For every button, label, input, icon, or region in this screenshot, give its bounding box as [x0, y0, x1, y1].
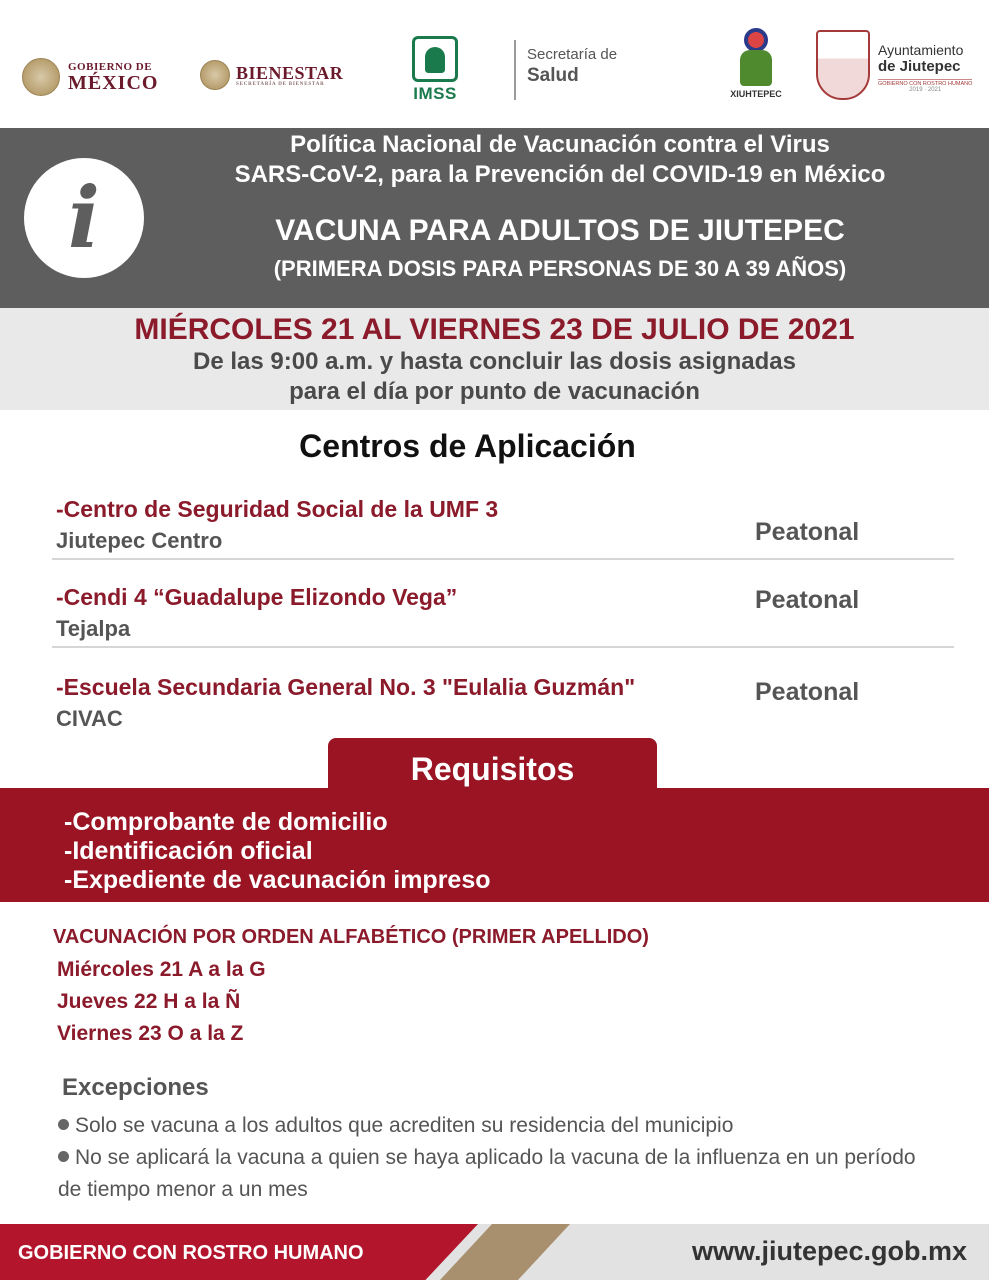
- xiuhtepec-logo: [724, 28, 788, 99]
- salud-logo-line1: Secretaría de: [527, 46, 618, 63]
- xiuhtepec-logo-text: XIUHTEPEC: [730, 89, 782, 99]
- policy-title-line2: SARS-CoV-2, para la Prevención del COVID-19 en México: [234, 161, 886, 188]
- center-item: [52, 578, 954, 668]
- alphabetical-day: Viernes 23 O a la Z: [57, 1022, 244, 1045]
- exceptions-title: Excepciones: [62, 1074, 209, 1101]
- info-icon: [24, 158, 144, 278]
- vaccine-subtitle: VACUNA PARA ADULTOS DE JIUTEPEC: [275, 214, 845, 247]
- schedule-hours-line2: para el día por punto de vacunación: [289, 378, 700, 405]
- ayuntamiento-shield-icon: [816, 30, 870, 100]
- exception-text: Solo se vacuna a los adultos que acrediten su residencia del municipio: [75, 1114, 734, 1137]
- schedule-hours-line1: De las 9:00 a.m. y hasta concluir las dosis asignadas: [193, 348, 796, 375]
- logo-header: [0, 0, 989, 128]
- gobierno-logo-line1: GOBIERNO DE: [68, 60, 153, 73]
- schedule-band: [0, 308, 989, 410]
- ayuntamiento-logo-line1: Ayuntamiento: [878, 42, 964, 58]
- center-access-mode: Peatonal: [755, 678, 860, 706]
- center-name: -Cendi 4 “Guadalupe Elizondo Vega”: [56, 584, 458, 610]
- alphabetical-day: Miércoles 21 A a la G: [57, 958, 266, 981]
- salud-logo-line2: Salud: [527, 65, 579, 86]
- bullet-icon: [58, 1151, 69, 1162]
- xiuhtepec-emblem-icon: [736, 28, 776, 88]
- ayuntamiento-jiutepec-logo: [816, 30, 972, 100]
- imss-logo-text: IMSS: [413, 84, 457, 103]
- ayuntamiento-logo-line2: de Jiutepec: [878, 58, 961, 75]
- exception-item: [58, 1142, 918, 1206]
- vaccine-subtitle-note: (PRIMERA DOSIS PARA PERSONAS DE 30 A 39 AÑOS): [273, 256, 847, 281]
- bienestar-logo-line1: BIENESTAR: [236, 62, 344, 83]
- requirements-band: [0, 788, 989, 902]
- gobierno-de-mexico-logo: [22, 58, 158, 96]
- center-item: [52, 490, 954, 580]
- center-location: CIVAC: [56, 706, 123, 731]
- alphabetical-day: Jueves 22 H a la Ñ: [57, 990, 241, 1013]
- footer: [0, 1224, 989, 1280]
- bienestar-logo: [200, 60, 343, 90]
- center-access-mode: Peatonal: [755, 586, 860, 614]
- national-seal-icon: [22, 58, 60, 96]
- requirement-item: -Comprobante de domicilio: [64, 808, 388, 836]
- center-location: Jiutepec Centro: [56, 528, 223, 553]
- alphabetical-title: VACUNACIÓN POR ORDEN ALFABÉTICO (PRIMER APELLIDO): [53, 926, 649, 948]
- ayuntamiento-logo-line3: GOBIERNO CON ROSTRO HUMANO: [878, 81, 973, 87]
- exception-text: No se aplicará la vacuna a quien se haya aplicado la vacuna de la influenza en un período de tiempo menor a un mes: [58, 1146, 916, 1201]
- schedule-dates: MIÉRCOLES 21 AL VIERNES 23 DE JULIO DE 2021: [134, 313, 855, 346]
- imss-logo: [410, 36, 460, 104]
- divider: [52, 558, 954, 560]
- imss-emblem-icon: [412, 36, 458, 82]
- bienestar-seal-icon: [200, 60, 230, 90]
- center-name: -Centro de Seguridad Social de la UMF 3: [56, 496, 499, 522]
- bullet-icon: [58, 1119, 69, 1130]
- info-glyph: i: [68, 168, 100, 267]
- secretaria-salud-logo: [527, 46, 617, 87]
- logo-divider: [514, 40, 516, 100]
- center-name: -Escuela Secundaria General No. 3 "Eulalia Guzmán": [56, 674, 636, 700]
- policy-banner: [0, 128, 989, 308]
- divider: [52, 646, 954, 648]
- bienestar-logo-line2: SECRETARÍA DE BIENESTAR: [236, 81, 325, 87]
- footer-url: www.jiutepec.gob.mx: [691, 1236, 967, 1266]
- footer-slogan: GOBIERNO CON ROSTRO HUMANO: [18, 1242, 364, 1264]
- exception-item: [58, 1110, 733, 1142]
- ayuntamiento-logo-line4: 2019 · 2021: [909, 87, 942, 93]
- center-location: Tejalpa: [56, 616, 131, 641]
- centers-title: Centros de Aplicación: [299, 428, 636, 464]
- gobierno-logo-line2: MÉXICO: [68, 71, 159, 94]
- requirement-item: -Expediente de vacunación impreso: [64, 866, 491, 894]
- requirement-item: -Identificación oficial: [64, 837, 313, 865]
- policy-title-line1: Política Nacional de Vacunación contra el Virus: [290, 131, 830, 158]
- center-access-mode: Peatonal: [755, 518, 860, 546]
- requirements-title: Requisitos: [328, 738, 657, 794]
